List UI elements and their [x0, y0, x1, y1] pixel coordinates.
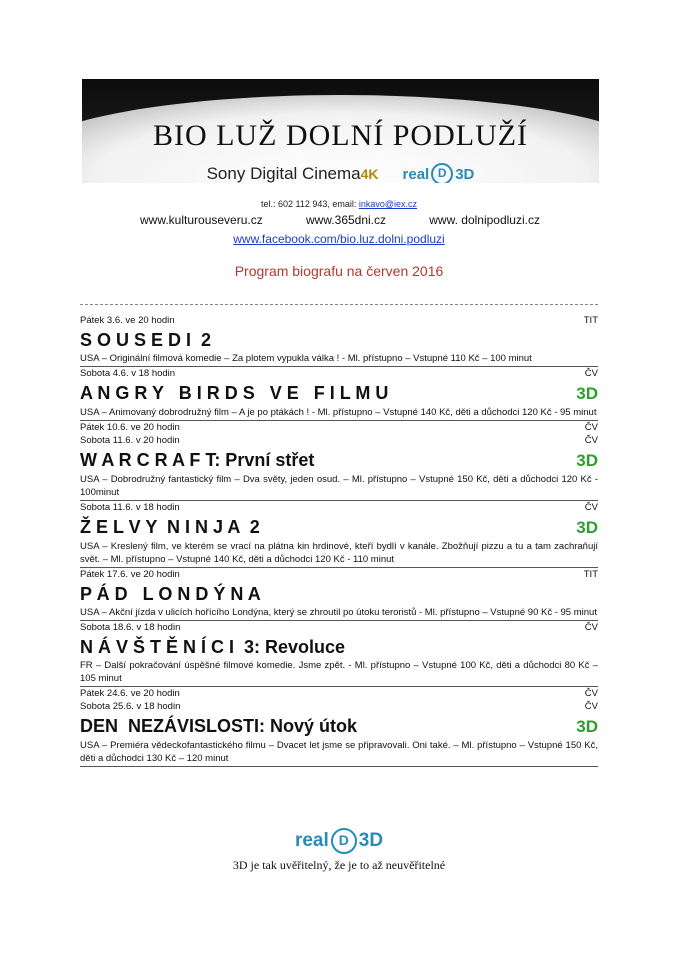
film-title-row: [80, 714, 598, 739]
film-title: P Á D L O N D Ý N A: [80, 584, 261, 604]
screening-tag: TIT: [583, 315, 598, 326]
screening-date: Sobota 18.6. v 18 hodin: [80, 622, 181, 633]
screening-tag: ČV: [584, 622, 598, 633]
reald-footer-d-icon: D: [331, 828, 357, 854]
screening-date: Sobota 11.6. v 18 hodin: [80, 502, 180, 513]
film-description: USA – Animovaný dobrodružný film – A je po ptákách ! - Ml. přístupno – Vstupné 140 Kč, děti a důchodci 120 Kč - 95 minut: [80, 407, 597, 418]
screening-date: Sobota 11.6. v 20 hodin: [80, 435, 180, 446]
schedule-row: [80, 434, 598, 447]
program-list: [80, 314, 598, 767]
screening-date: Pátek 3.6. ve 20 hodin: [80, 315, 175, 326]
film-description: USA – Akční jízda v ulicích hořícího Londýna, který se zhroutil po útoku teroristů - Ml. přístupno – Vstupné 90 Kč - 95 minut: [80, 607, 597, 618]
sony-digital-cinema-logo: [207, 164, 379, 183]
sony-text: Sony Digital Cinema: [206, 164, 361, 183]
film-description: USA – Premiéra vědeckofantastického filmu – Dvacet let jsme se připravovali. Oni také. – Ml. přístupno – Vstupné 150 Kč, děti a důchodci 130 Kč – 120 minut: [80, 740, 598, 764]
schedule-row: [80, 687, 598, 700]
reald-d-icon: D: [431, 163, 453, 183]
film-title: Ž E L V Y N I N J A 2: [80, 517, 260, 537]
screening-tag: ČV: [584, 502, 598, 513]
website-kulturouseveru[interactable]: www.kulturouseveru.cz: [140, 213, 263, 227]
program-title: Program biografu na červen 2016: [234, 263, 444, 279]
reald-3d-logo: [403, 163, 475, 183]
facebook-link[interactable]: www.facebook.com/bio.luz.dolni.podluzi: [233, 232, 445, 246]
screening-date: Pátek 17.6. ve 20 hodin: [80, 569, 180, 580]
schedule-row: [80, 421, 598, 434]
reald-footer-3d-text: 3D: [358, 830, 384, 851]
film-title-row: [80, 635, 598, 659]
reald-text: real: [402, 165, 430, 183]
film-title: N Á V Š T Ě N Í C I 3: Revoluce: [80, 637, 346, 657]
film-title-row: [80, 381, 598, 406]
screening-tag: ČV: [584, 701, 598, 712]
film-title-row: [80, 582, 598, 606]
film-title-row: [80, 448, 598, 473]
reald-footer-text: real: [294, 830, 329, 851]
film-title: W A R C R A F T: První střet: [80, 450, 315, 470]
schedule-row: [80, 501, 598, 514]
website-list: [140, 213, 540, 227]
screening-tag: ČV: [584, 422, 598, 433]
reald-3d-text: 3D: [455, 165, 475, 183]
program-entry: [80, 314, 598, 367]
film-description: FR – Další pokračování úspěšné filmové komedie. Jsme zpět. - Ml. přístupno – Vstupné 100 Kč, děti a důchodci 80 Kč – 105 minut: [80, 660, 598, 684]
header-banner: [82, 79, 599, 183]
film-description: USA – Dobrodružný fantastický film – Dva světy, jeden osud. – Ml. přístupno – Vstupné 150 Kč, děti a důchodci 120 Kč - 100minut: [80, 474, 598, 498]
dashed-divider: [80, 304, 598, 305]
film-description: USA – Originální filmová komedie – Za plotem vypukla válka ! - Ml. přístupno – Vstupné 110 Kč – 100 minut: [80, 353, 532, 364]
film-title: S O U S E D I 2: [80, 330, 212, 350]
screening-tag: ČV: [584, 688, 598, 699]
facebook-line: [0, 232, 678, 246]
screening-date: Sobota 4.6. v 18 hodin: [80, 368, 176, 379]
website-dolnipodluzi[interactable]: www. dolnipodluzi.cz: [429, 213, 540, 227]
banner-title: BIO LUŽ DOLNÍ PODLUŽÍ: [152, 119, 529, 152]
screening-date: Pátek 10.6. ve 20 hodin: [80, 422, 180, 433]
schedule-row: [80, 367, 598, 380]
footer-logo: [0, 828, 678, 854]
program-entry: [80, 687, 598, 767]
program-entry: [80, 621, 598, 687]
contact-line: [0, 199, 678, 209]
badge-3d: 3D: [576, 518, 598, 537]
film-title: DEN NEZÁVISLOSTI: Nový útok: [80, 716, 358, 736]
badge-3d: 3D: [576, 384, 598, 403]
brand-logos: [82, 163, 599, 183]
schedule-row: [80, 314, 598, 327]
screening-date: Pátek 24.6. ve 20 hodin: [80, 688, 180, 699]
film-title-row: [80, 328, 598, 352]
reald-3d-footer-logo: [295, 828, 383, 854]
schedule-row: [80, 621, 598, 634]
film-description: USA – Kreslený film, ve kterém se vrací na plátna kin hrdinové, kteří bydlí v kanále. Zbožňují pizzu a tu a tam zachraňují svět. – Ml. přístupno – Vstupné 140 Kč, děti a důchodci 120 Kč - 110 minut: [80, 541, 598, 565]
screening-tag: TIT: [583, 569, 598, 580]
screening-tag: ČV: [584, 435, 598, 446]
program-entry: [80, 367, 598, 421]
film-title: A N G R Y B I R D S V E F I L M U: [80, 383, 389, 403]
tagline: 3D je tak uvěřitelný, že je to až neuvěřitelné: [232, 858, 446, 872]
program-entry: [80, 501, 598, 568]
badge-3d: 3D: [576, 717, 598, 736]
schedule-row: [80, 700, 598, 713]
program-entry: [80, 421, 598, 501]
screening-tag: ČV: [584, 368, 598, 379]
tel-text: tel.: 602 112 943, email:: [260, 199, 357, 209]
sony-4k-label: 4K: [360, 166, 379, 182]
program-entry: [80, 568, 598, 621]
schedule-row: [80, 568, 598, 581]
website-365dni[interactable]: www.365dni.cz: [305, 213, 387, 227]
screening-date: Sobota 25.6. v 18 hodin: [80, 701, 181, 712]
email-link[interactable]: inkavo@iex.cz: [358, 199, 418, 209]
film-title-row: [80, 515, 598, 540]
badge-3d: 3D: [576, 451, 598, 470]
